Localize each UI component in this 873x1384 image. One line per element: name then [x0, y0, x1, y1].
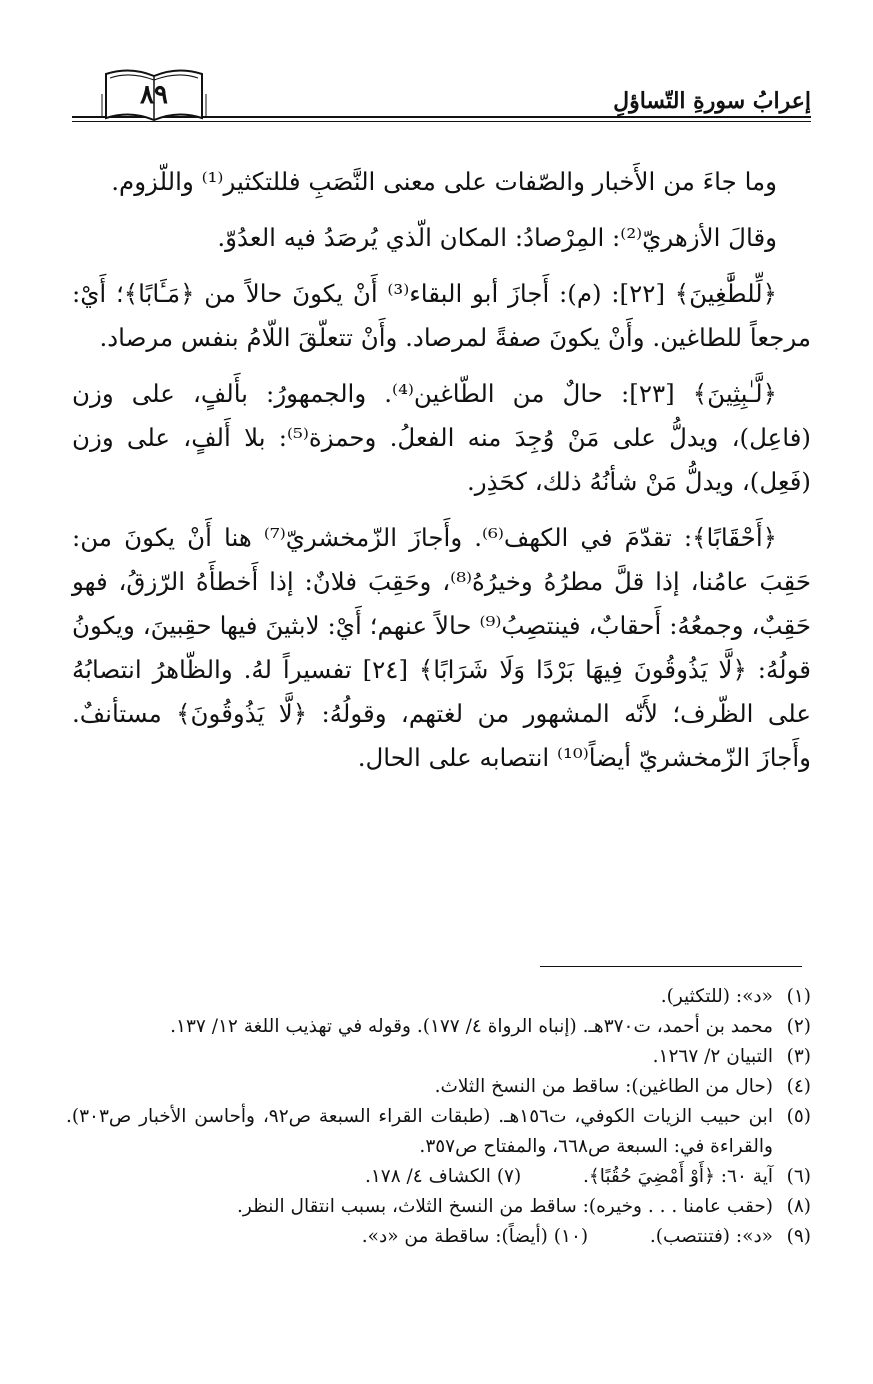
footnote-text: ابن حبيب الزيات الكوفي، ت١٥٦هـ. (طبقات القراء السبعة ص٩٢، وأحاسن الأخبار ص٣٠٣). والقراءة في: السبعة ص٦٦٨، والمفتاح ص٣٥٧.: [66, 1106, 773, 1157]
footnote-text: التبيان ٢/ ١٢٦٧.: [652, 1046, 773, 1067]
footnotes: [66, 982, 811, 1252]
footnote-text: «د»: (للتكثير).: [660, 986, 773, 1007]
paragraph: وقالَ الأزهريّ⁽²⁾: المِرْصادُ: المكان الّذي يُرصَدُ فيه العدُوّ.: [217, 223, 777, 252]
footnote-text: محمد بن أحمد، ت٣٧٠هـ. (إنباه الرواة ٤/ ١٧٧). وقوله في تهذيب اللغة ١٢/ ١٣٧.: [170, 1016, 773, 1037]
footnote: [66, 1012, 811, 1042]
paragraph: ﴿لَّـٰبِثِينَ﴾ [٢٣]: حالٌ من الطّاغين⁽⁴⁾. والجمهورُ: بأَلفٍ، على وزن (فاعِل)، ويدلُّ على مَنْ وُجِدَ منه الفعلُ. وحمزة⁽⁵⁾: بلا أَلفٍ، على وزن (فَعِل)، ويدلُّ مَنْ شأنُهُ ذلك، كحَذِر.: [72, 379, 811, 496]
footnote-number: (٦): [786, 1166, 811, 1187]
footnote-text: (حال من الطاغين): ساقط من النسخ الثلاث.: [434, 1076, 773, 1097]
paragraph: ﴿لِّلطَّٰغِينَ﴾ [٢٢]: (م): أَجازَ أبو البقاء⁽³⁾ أَنْ يكونَ حالاً من ﴿مَـَٔابًا﴾؛ أَيْ: مرجعاً للطاغين. وأَنْ يكونَ صفةً لمرصاد. وأَنْ تتعلّقَ اللّامُ بنفس مرصاد.: [72, 279, 811, 352]
running-title: إعرابُ سورةِ التّساؤلِ: [613, 88, 811, 114]
footnote-text-pair: [66, 1162, 773, 1192]
main-text: [72, 160, 811, 792]
footnote-number: (٥): [786, 1106, 811, 1127]
footnote-text: آية ٦٠: ﴿أَوْ أَمْضِيَ حُقُبًا﴾.: [582, 1166, 773, 1187]
page-number: ٨٩: [140, 80, 168, 110]
paragraph: ﴿أَحْقَابًا﴾: تقدّمَ في الكهف⁽⁶⁾. وأَجازَ الزّمخشريّ⁽⁷⁾ هنا أَنْ يكونَ من: حَقِبَ عامُنا، إذا قلَّ مطرُهُ وخيرُهُ⁽⁸⁾، وحَقِبَ فلانٌ: إذا أَخطأَهُ الرّزقُ، فهو حَقِبٌ، وجمعُهُ: أَحقابٌ، فينتصِبُ⁽⁹⁾ حالاً عنهم؛ أَيْ: لابثينَ فيها حقِبينَ، ويكونُ قولُهُ: ﴿لَّا يَذُوقُونَ فِيهَا بَرْدًا وَلَا شَرَابًا﴾ [٢٤] تفسيراً لهُ. والظّاهرُ انتصابُهُ على الظّرف؛ لأَنّه المشهور من لغتهم، وقولُهُ: ﴿لَّا يَذُوقُونَ﴾ مستأنفٌ. وأَجازَ الزّمخشريّ أيضاً⁽¹⁰⁾ انتصابه على الحال.: [72, 523, 811, 772]
page-number-badge: [100, 64, 208, 122]
footnote-number: (٤): [786, 1076, 811, 1097]
footnote-number: (١٠): [553, 1226, 589, 1247]
footnote: [66, 1162, 811, 1192]
footnote-number: (٩): [786, 1226, 811, 1247]
footnote-separator: [540, 966, 802, 967]
page-header: [72, 56, 811, 126]
footnote-text-pair: [66, 1222, 773, 1252]
footnote-number: (٣): [786, 1046, 811, 1067]
footnote: [66, 1192, 811, 1222]
footnote-number: (٨): [786, 1196, 811, 1217]
footnote-text: (حقب عامنا . . . وخيره): ساقط من النسخ الثلاث، بسبب انتقال النظر.: [237, 1196, 773, 1217]
footnote-text: «د»: (فتنتصب).: [649, 1226, 773, 1247]
footnote-number: (٢): [786, 1016, 811, 1037]
footnote-number: (١): [786, 986, 811, 1007]
paragraph: وما جاءَ من الأَخبار والصّفات على معنى النَّصَبِ فللتكثير⁽¹⁾ واللّزوم.: [111, 167, 777, 196]
footnote-text: (أيضاً): ساقطة من «د».: [361, 1226, 548, 1247]
footnote-number: (٧): [496, 1166, 522, 1187]
footnote: [66, 1072, 811, 1102]
footnote: [66, 1222, 811, 1252]
footnote: [66, 1102, 811, 1162]
footnote: [66, 1042, 811, 1072]
footnote: [66, 982, 811, 1012]
footnote-text: الكشاف ٤/ ١٧٨.: [364, 1166, 491, 1187]
